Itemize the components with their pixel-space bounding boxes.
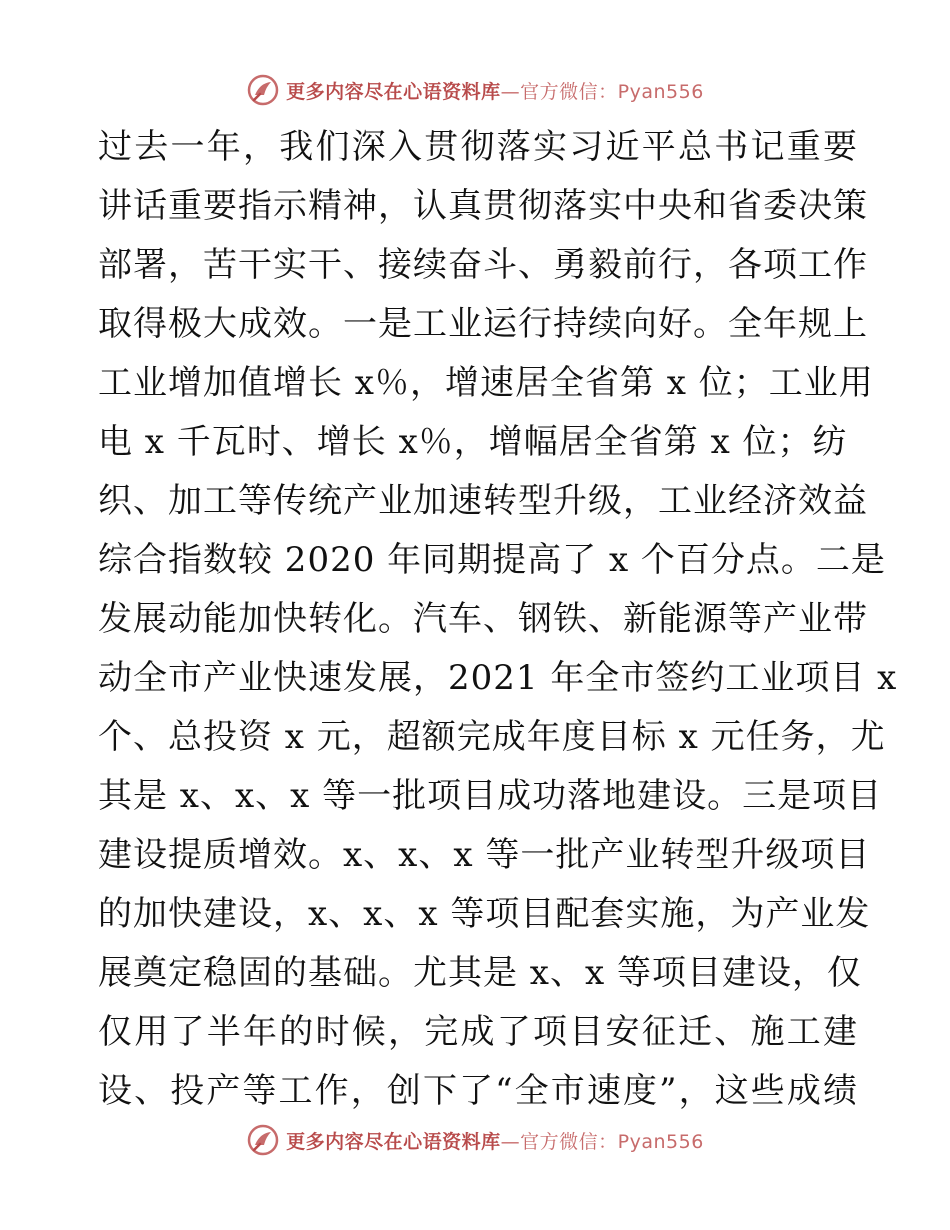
body-line-2: 讲话重要指示精神，认真贯彻落实中央和省委决策 — [98, 186, 868, 226]
body-line-15: 展奠定稳固的基础。尤其是 x、x 等项目建设，仅 — [98, 953, 862, 993]
body-line-6: 电 x 千瓦时、增长 x％，增幅居全省第 x 位；纺 — [98, 422, 848, 462]
body-line-5: 工业增加值增长 x％，增速居全省第 x 位；工业用 — [98, 363, 874, 403]
body-line-4: 取得极大成效。一是工业运行持续向好。全年规上 — [98, 304, 868, 344]
header-banner-bold: 更多内容尽在心语资料库 — [286, 80, 501, 103]
body-line-9: 发展动能加快转化。汽车、钢铁、新能源等产业带 — [98, 599, 868, 639]
body-line-16: 仅用了半年的时候，完成了项目安征迁、施工建 — [98, 1012, 858, 1052]
body-line-1: 过去一年，我们深入贯彻落实习近平总书记重要 — [98, 127, 858, 167]
body-line-8: 综合指数较 2020 年同期提高了 x 个百分点。二是 — [98, 540, 886, 580]
body-line-7: 织、加工等传统产业加速转型升级，工业经济效益 — [98, 481, 868, 521]
pen-logo-icon — [246, 1123, 280, 1157]
body-line-11: 个、总投资 x 元，超额完成年度目标 x 元任务，尤 — [98, 717, 886, 757]
body-line-14: 的加快建设，x、x、x 等项目配套实施，为产业发 — [98, 894, 871, 934]
body-line-12: 其是 x、x、x 等一批项目成功落地建设。三是项目 — [98, 776, 883, 816]
footer-banner — [0, 1120, 950, 1160]
body-line-10: 动全市产业快速发展，2021 年全市签约工业项目 x — [98, 658, 898, 698]
pen-logo-icon — [246, 73, 280, 107]
document-body — [98, 118, 898, 1121]
header-banner-rest: —官方微信：Pyan556 — [500, 80, 704, 103]
body-line-13: 建设提质增效。x、x、x 等一批产业转型升级项目 — [98, 835, 871, 875]
header-banner-text — [286, 77, 704, 104]
body-line-3: 部署，苦干实干、接续奋斗、勇毅前行，各项工作 — [98, 245, 868, 285]
footer-banner-text — [286, 1127, 704, 1154]
header-banner — [0, 70, 950, 110]
header-banner-inner — [246, 73, 704, 107]
footer-banner-inner — [246, 1123, 704, 1157]
footer-banner-rest: —官方微信：Pyan556 — [500, 1130, 704, 1153]
footer-banner-bold: 更多内容尽在心语资料库 — [286, 1130, 501, 1153]
body-line-17: 设、投产等工作，创下了“全市速度”，这些成绩 — [98, 1071, 858, 1111]
